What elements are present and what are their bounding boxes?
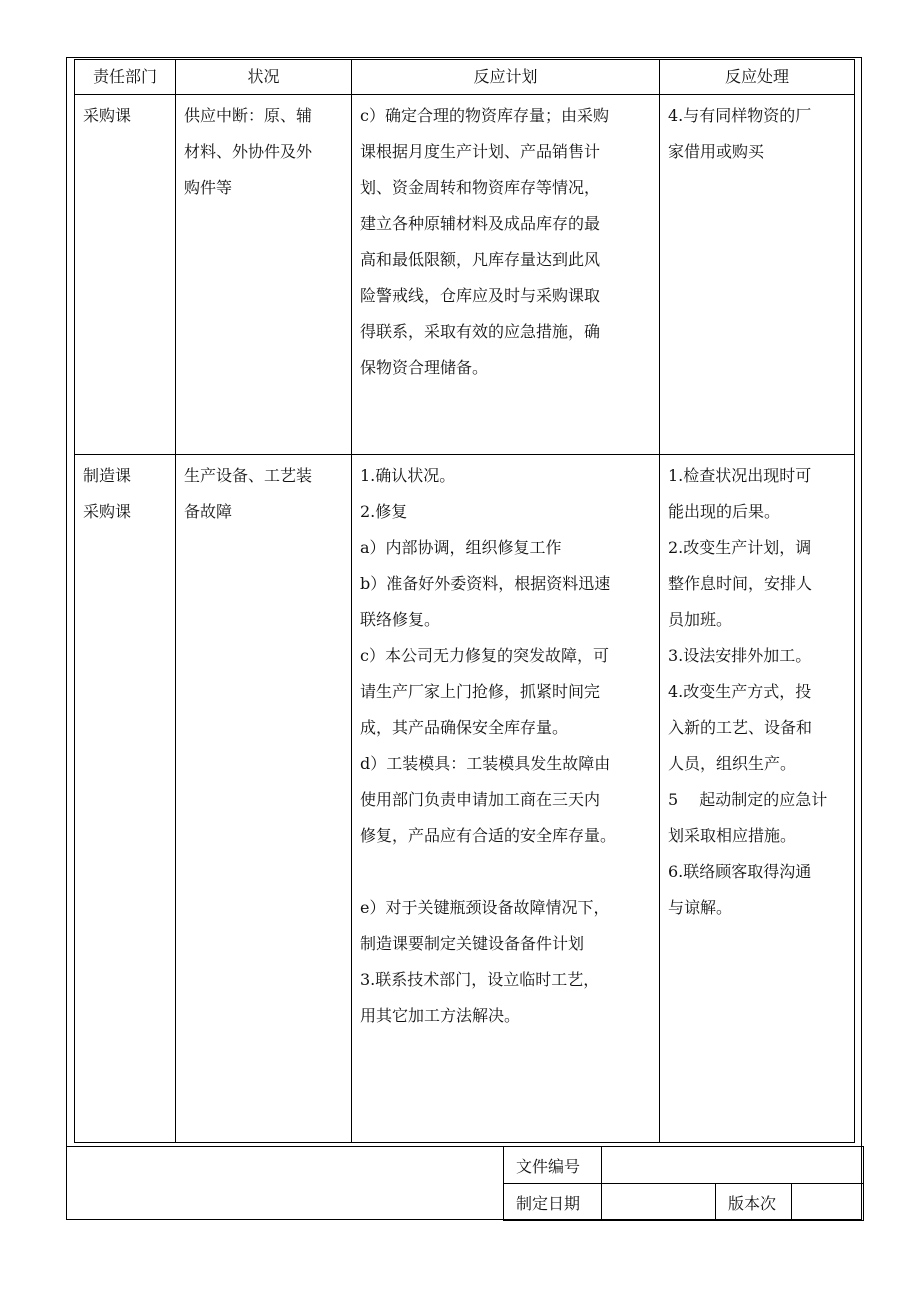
- text-line: 2.改变生产计划，调: [668, 538, 812, 557]
- text-line: c）本公司无力修复的突发故障，可: [360, 646, 609, 665]
- text-line: 1.确认状况。: [360, 466, 456, 485]
- text-line: 6.联络顾客取得沟通: [668, 862, 812, 881]
- text-line: c）确定合理的物资库存量；由采购: [360, 106, 609, 125]
- text-line: 3.设法安排外加工。: [668, 646, 812, 665]
- doc-no-label: 文件编号: [504, 1147, 602, 1184]
- text-line: 险警戒线，仓库应及时与采购课取: [360, 286, 601, 305]
- text-line: 请生产厂家上门抢修，抓紧时间完: [360, 682, 601, 701]
- text-line: 5 起动制定的应急计: [668, 790, 828, 809]
- header-plan: 反应计划: [352, 60, 660, 95]
- table-row: [75, 95, 855, 455]
- footer-divider: [66, 1146, 503, 1147]
- version-label: 版本次: [716, 1184, 792, 1221]
- text-line: a）内部协调，组织修复工作: [360, 538, 562, 557]
- cell-plan: [352, 455, 660, 1143]
- text-line: 使用部门负责申请加工商在三天内: [360, 790, 601, 809]
- text-line: 1.检查状况出现时可: [668, 466, 812, 485]
- text-line: 保物资合理储备。: [360, 358, 489, 377]
- header-action: 反应处理: [660, 60, 855, 95]
- text-line: 2.修复: [360, 502, 408, 521]
- text-line: 高和最低限额，凡库存量达到此风: [360, 250, 601, 269]
- text-line: b）准备好外委资料，根据资料迅速: [360, 574, 611, 593]
- text-line: 员加班。: [668, 610, 733, 629]
- cell-action: [660, 95, 855, 455]
- document-info-table: [503, 1146, 864, 1221]
- text-line: 整作息时间，安排人: [668, 574, 813, 593]
- text-line: 生产设备、工艺装: [184, 466, 313, 485]
- table-row: [75, 455, 855, 1143]
- text-line: 备故障: [184, 502, 233, 521]
- text-line: e）对于关键瓶颈设备故障情况下，: [360, 898, 610, 917]
- date-value: [602, 1184, 716, 1221]
- blank-line: [360, 854, 651, 890]
- text-line: 4.改变生产方式，投: [668, 682, 812, 701]
- text-line: 用其它加工方法解决。: [360, 1006, 521, 1025]
- text-line: 人员，组织生产。: [668, 754, 797, 773]
- text-line: 供应中断：原、辅: [184, 106, 313, 125]
- text-line: 采购课: [83, 502, 132, 521]
- text-line: 4.与有同样物资的厂: [668, 106, 812, 125]
- text-line: 与谅解。: [668, 898, 733, 917]
- text-line: 材料、外协件及外: [184, 142, 313, 161]
- cell-status: [176, 95, 352, 455]
- doc-no-row: [504, 1147, 864, 1184]
- text-line: 划、资金周转和物资库存等情况，: [360, 178, 601, 197]
- date-label: 制定日期: [504, 1184, 602, 1221]
- cell-action: [660, 455, 855, 1143]
- text-line: 能出现的后果。: [668, 502, 781, 521]
- text-line: d）工装模具：工装模具发生故障由: [360, 754, 611, 773]
- text-line: 得联系，采取有效的应急措施，确: [360, 322, 601, 341]
- text-line: 制造课要制定关键设备备件计划: [360, 934, 585, 953]
- text-line: 课根据月度生产计划、产品销售计: [360, 142, 601, 161]
- text-line: 入新的工艺、设备和: [668, 718, 813, 737]
- text-line: 联络修复。: [360, 610, 441, 629]
- table-header-row: [75, 60, 855, 95]
- header-status: 状况: [176, 60, 352, 95]
- header-dept: 责任部门: [75, 60, 176, 95]
- text-line: 建立各种原辅材料及成品库存的最: [360, 214, 601, 233]
- text-line: 购件等: [184, 178, 233, 197]
- cell-status: [176, 455, 352, 1143]
- text-line: 成，其产品确保安全库存量。: [360, 718, 569, 737]
- cell-plan: [352, 95, 660, 455]
- text-line: 修复，产品应有合适的安全库存量。: [360, 826, 617, 845]
- doc-no-value: [602, 1147, 864, 1184]
- text-line: 划采取相应措施。: [668, 826, 797, 845]
- version-value: [792, 1184, 864, 1221]
- text-line: 采购课: [83, 106, 132, 125]
- emergency-response-table: [74, 59, 855, 1143]
- cell-dept: [75, 455, 176, 1143]
- text-line: 家借用或购买: [668, 142, 765, 161]
- date-row: [504, 1184, 864, 1221]
- text-line: 制造课: [83, 466, 132, 485]
- cell-dept: [75, 95, 176, 455]
- text-line: 3.联系技术部门，设立临时工艺，: [360, 970, 600, 989]
